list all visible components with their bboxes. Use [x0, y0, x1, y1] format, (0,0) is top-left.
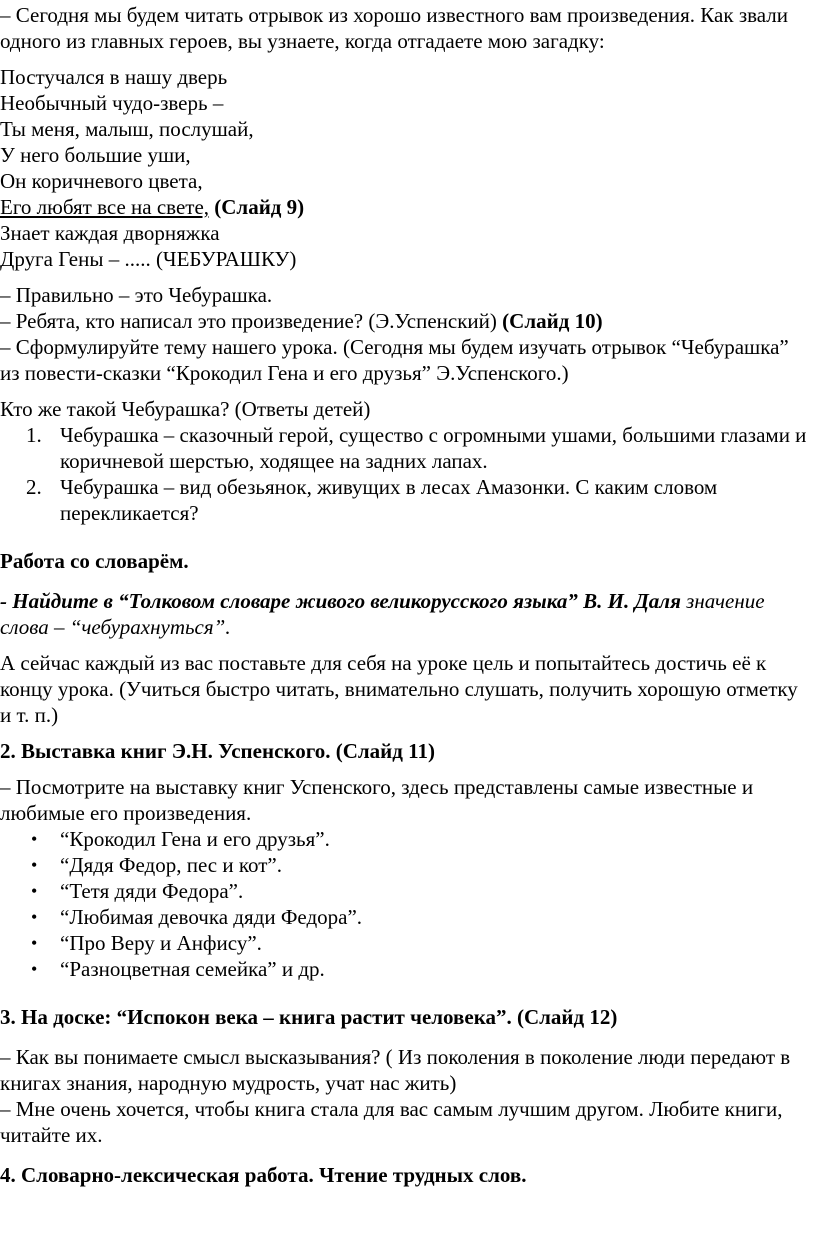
section-3-text-2: – Мне очень хочется, чтобы книга стала для вас самым лучшим другом. Любите книги, читайте их. [0, 1097, 783, 1147]
list-item [0, 956, 816, 982]
book-title: “Разноцветная семейка” и др. [60, 957, 325, 981]
bullet-icon: • [31, 855, 38, 875]
riddle-line: Друга Гены – ..... (ЧЕБУРАШКУ) [0, 247, 297, 271]
riddle-line: У него большие уши, [0, 143, 191, 167]
list-item [0, 904, 816, 930]
slide-9-label: (Слайд 9) [214, 195, 305, 219]
list-item [0, 422, 816, 474]
riddle-underlined-text: Его любят все на свете, [0, 195, 210, 219]
dialog-topic: – Сформулируйте тему нашего урока. (Сегодня мы будем изучать отрывок “Чебурашка” из повести-сказки “Крокодил Гена и его друзья” Э.Успенского.) [0, 335, 789, 385]
book-title: “Крокодил Гена и его друзья”. [60, 827, 330, 851]
bullet-icon: • [31, 933, 38, 953]
dictionary-task [0, 588, 816, 640]
riddle-line: Ты меня, малыш, послушай, [0, 117, 254, 141]
list-item [0, 878, 816, 904]
riddle-line: Знает каждая дворняжка [0, 221, 220, 245]
bullet-icon: • [31, 907, 38, 927]
who-question: Кто же такой Чебурашка? (Ответы детей) [0, 397, 371, 421]
books-list [0, 826, 816, 982]
list-number: 2. [26, 475, 42, 499]
intro-paragraph: – Сегодня мы будем читать отрывок из хорошо известного вам произведения. Как звали одного из главных героев, вы узнаете, когда отгадаете мою загадку: [0, 3, 788, 53]
goal-paragraph: А сейчас каждый из вас поставьте для себя на уроке цель и попытайтесь достичь её к концу урока. (Учиться быстро читать, внимательно слушать, получить хорошую отметку и т. п.) [0, 651, 798, 727]
dictionary-task-bold: - Найдите в “Толковом словаре живого великорусского языка” В. И. Даля [0, 589, 681, 613]
bullet-icon: • [31, 881, 38, 901]
list-item [0, 930, 816, 956]
book-title: “Про Веру и Анфису”. [60, 931, 262, 955]
dialog-block [0, 282, 816, 386]
dictionary-task-rest: значение слова – “чебурахнуться”. [0, 589, 765, 639]
dictionary-heading: Работа со словарём. [0, 549, 189, 573]
list-item-text: Чебурашка – вид обезьянок, живущих в лесах Амазонки. С каким словом перекликается? [60, 475, 718, 525]
book-title: “Любимая девочка дяди Федора”. [60, 905, 363, 929]
riddle-line: Он коричневого цвета, [0, 169, 203, 193]
dialog-author-question [0, 308, 816, 334]
section-3-text-1: – Как вы понимаете смысл высказывания? ( Из поколения в поколение люди передают в книгах знания, народную мудрость, учат нас жить) [0, 1045, 791, 1095]
list-number: 1. [26, 423, 42, 447]
book-title: “Тетя дяди Федора”. [60, 879, 244, 903]
bullet-icon: • [31, 959, 38, 979]
riddle-block [0, 64, 816, 272]
riddle-line: Необычный чудо-зверь – [0, 91, 224, 115]
slide-10-label: (Слайд 10) [502, 309, 603, 333]
riddle-line [0, 194, 816, 220]
section-4-heading: 4. Словарно-лексическая работа. Чтение трудных слов. [0, 1163, 527, 1187]
section-3-heading: 3. На доске: “Испокон века – книга растит человека”. (Слайд 12) [0, 1005, 618, 1029]
list-item [0, 826, 816, 852]
dialog-correct: – Правильно – это Чебурашка. [0, 283, 273, 307]
section-2-text: – Посмотрите на выставку книг Успенского, здесь представлены самые известные и любимые его произведения. [0, 775, 754, 825]
who-answers-list [0, 422, 816, 526]
list-item-text: Чебурашка – сказочный герой, существо с огромными ушами, большими глазами и коричневой шерстью, ходящее на задних лапах. [60, 423, 807, 473]
author-question-text: – Ребята, кто написал это произведение? (Э.Успенский) [0, 309, 497, 333]
bullet-icon: • [31, 829, 38, 849]
riddle-line: Постучался в нашу дверь [0, 65, 228, 89]
list-item [0, 474, 816, 526]
book-title: “Дядя Федор, пес и кот”. [60, 853, 282, 877]
section-2-heading: 2. Выставка книг Э.Н. Успенского. (Слайд 11) [0, 739, 435, 763]
list-item [0, 852, 816, 878]
